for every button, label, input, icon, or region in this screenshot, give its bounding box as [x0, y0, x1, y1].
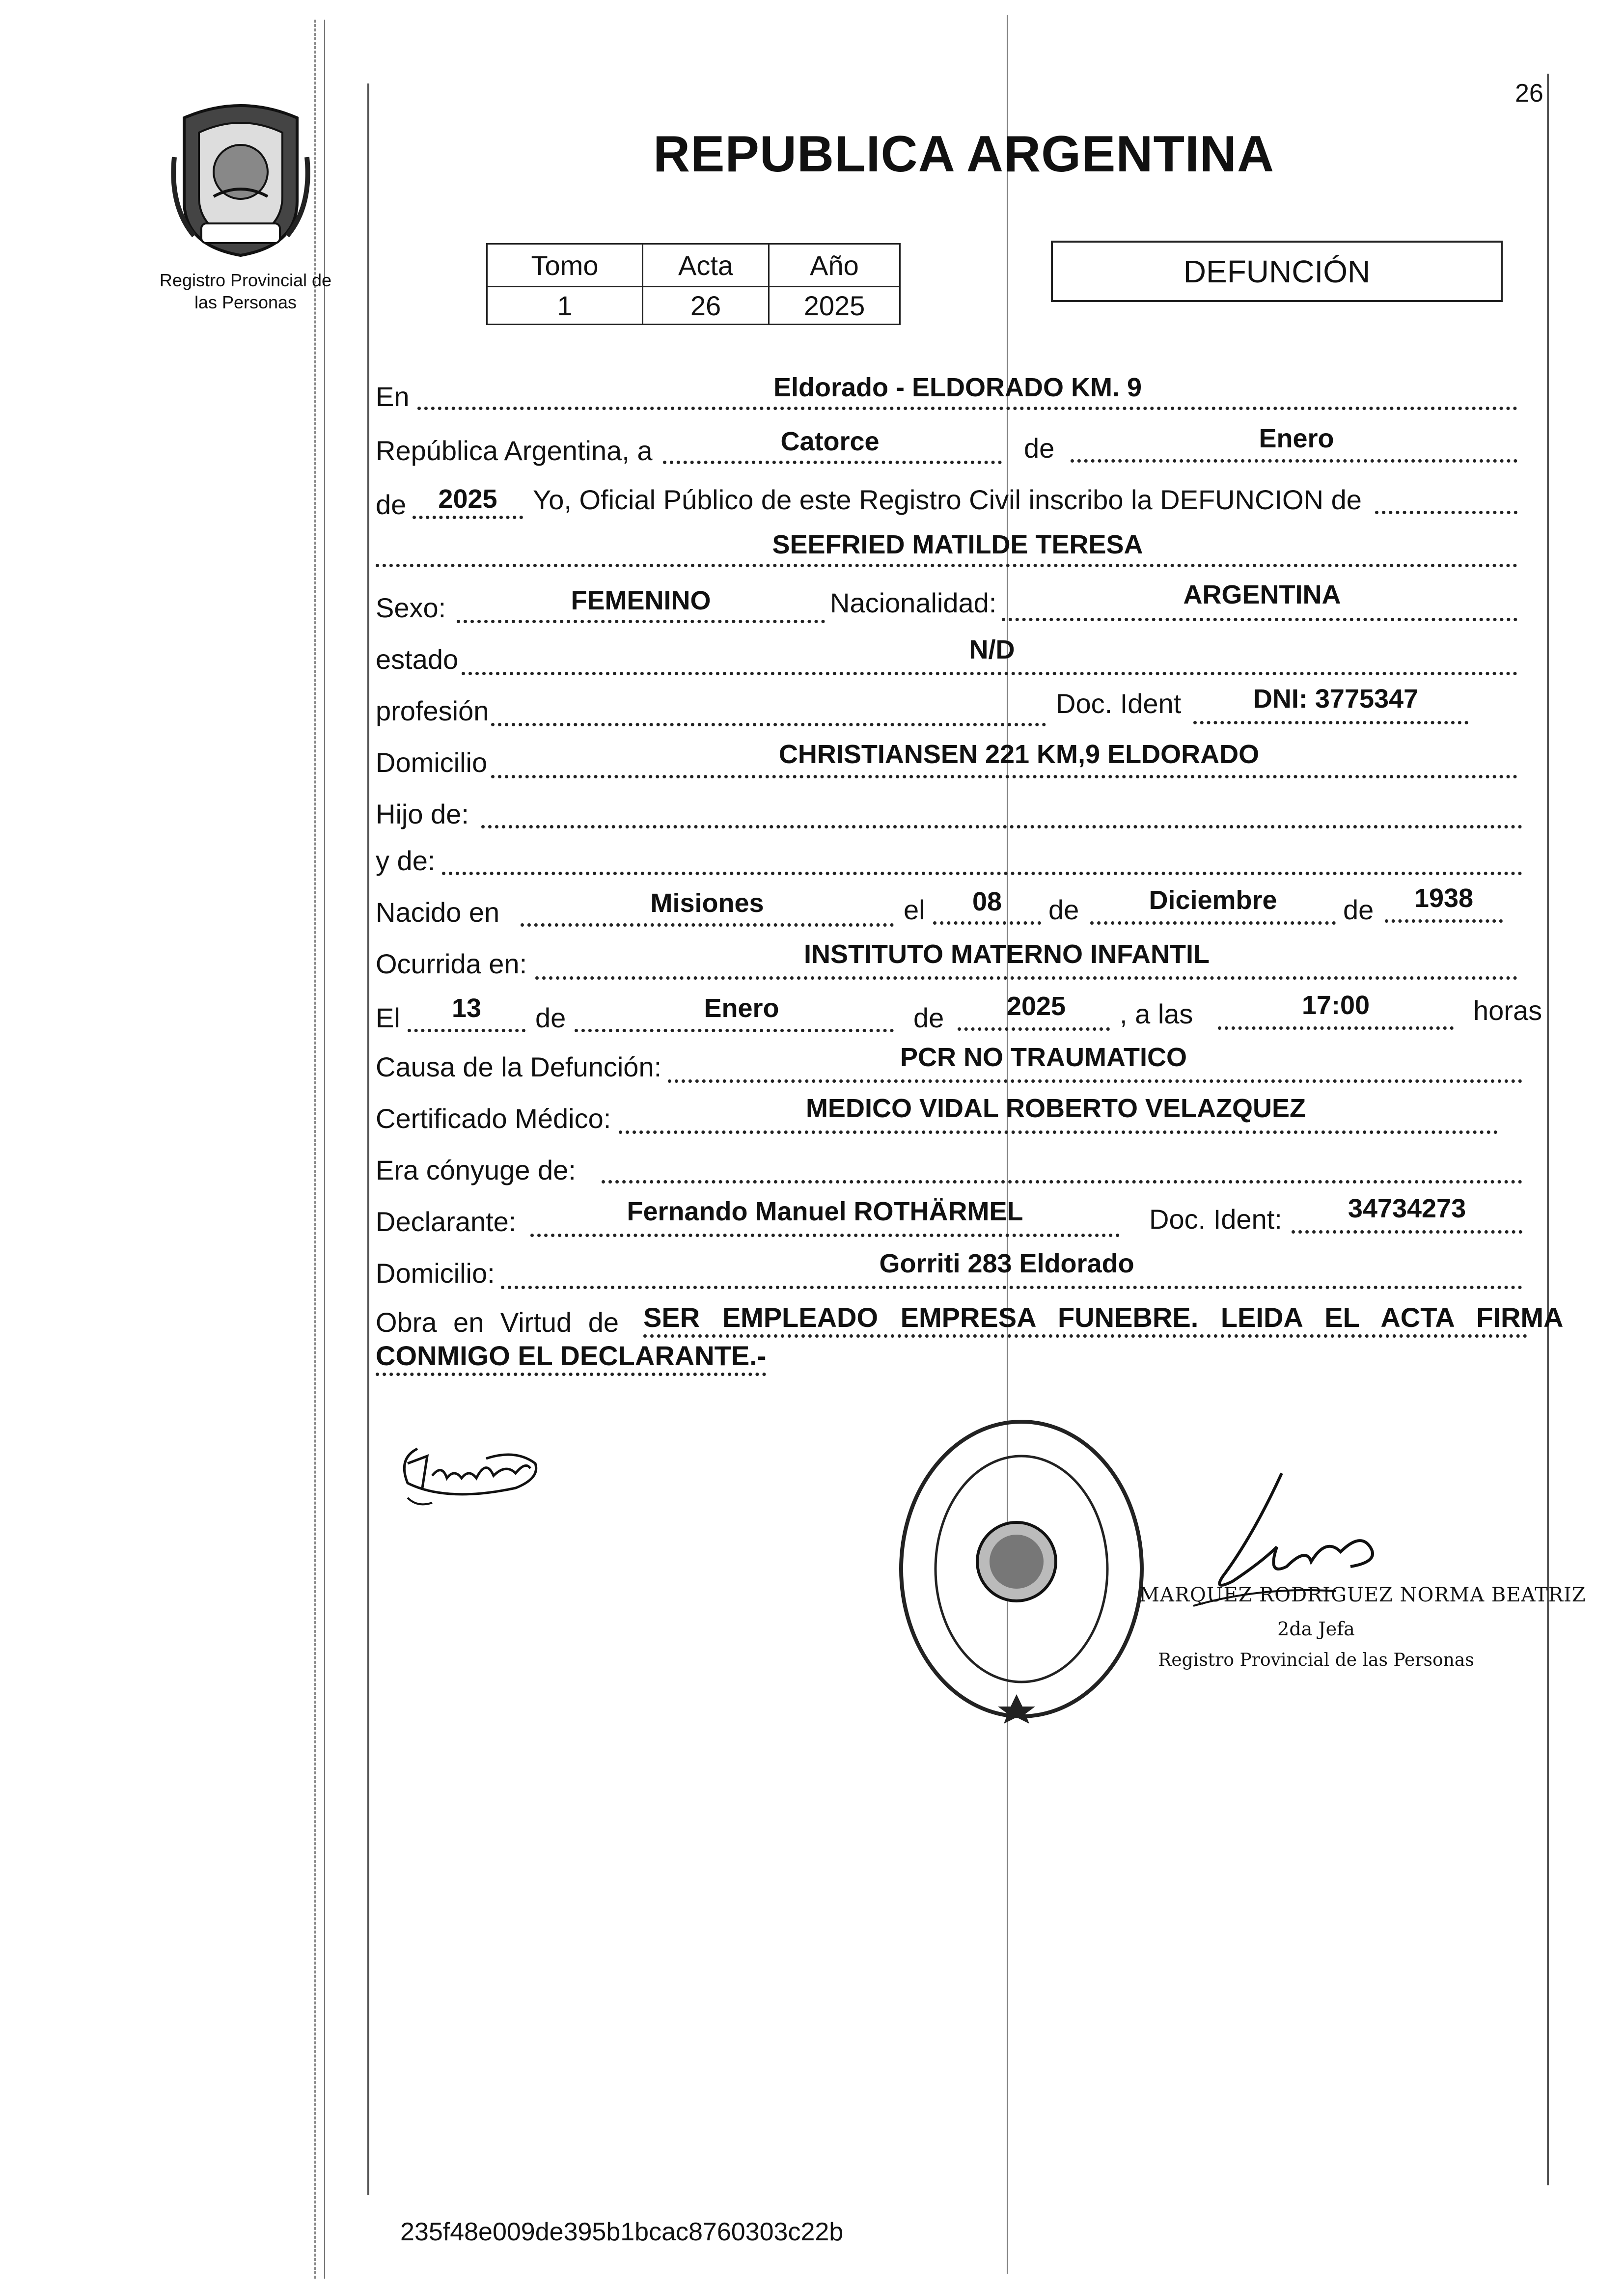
value-obra-line2: CONMIGO EL DECLARANTE.- [376, 1340, 766, 1376]
value-declarante: Fernando Manuel ROTHÄRMEL [627, 1197, 1023, 1226]
dotline-declarante-domicilio [501, 1286, 1522, 1289]
value-doc-ident: DNI: 3775347 [1253, 684, 1419, 714]
label-republica-a: República Argentina, a [376, 435, 653, 466]
dotline-doc-ident [1193, 721, 1468, 724]
label-yo-oficial: Yo, Oficial Público de este Registro Civil inscribo la DEFUNCION de [533, 484, 1362, 515]
dotline-domicilio [491, 775, 1517, 778]
label-de-nac-1: de [1048, 894, 1079, 925]
label-ocurrida-en: Ocurrida en: [376, 948, 527, 979]
label-a-las: , a las [1120, 998, 1193, 1029]
label-conyuge: Era cónyuge de: [376, 1155, 576, 1185]
value-ocurrida-en: INSTITUTO MATERNO INFANTIL [804, 939, 1210, 969]
label-domicilio: Domicilio [376, 747, 488, 778]
page-number: 26 [1515, 79, 1543, 108]
left-margin-line-inner [324, 20, 325, 2279]
dotline-causa [668, 1079, 1522, 1083]
page-title: REPUBLICA ARGENTINA [653, 126, 1275, 183]
value-sexo: FEMENINO [571, 586, 711, 615]
value-nac-mes: Diciembre [1149, 885, 1277, 915]
label-de-2: de [376, 489, 407, 520]
value-nacionalidad: ARGENTINA [1183, 580, 1341, 609]
value-nac-anio: 1938 [1414, 883, 1474, 913]
value-dia-texto: Catorce [780, 427, 880, 456]
value-def-mes: Enero [704, 993, 779, 1023]
label-en: En [376, 381, 410, 412]
label-de-def-1: de [535, 1002, 566, 1033]
label-declarante: Declarante: [376, 1206, 517, 1237]
label-hijo-de: Hijo de: [376, 799, 469, 829]
dotline-nac-mes [1090, 921, 1336, 925]
value-estado: N/D [969, 635, 1015, 664]
label-de-1: de [1024, 433, 1055, 464]
dotline-declarante-doc [1292, 1230, 1522, 1234]
scan-fold-line [1007, 15, 1008, 2274]
table-value-acta: 26 [642, 286, 770, 325]
record-type-box: DEFUNCIÓN [1051, 241, 1503, 302]
dotline-nacido-en [521, 923, 894, 927]
table-header-anio: Año [768, 243, 901, 287]
value-def-anio: 2025 [1006, 992, 1066, 1021]
dotline-dia-texto [663, 461, 1002, 464]
dotline-nacionalidad [1002, 618, 1517, 621]
table-value-tomo: 1 [486, 286, 643, 325]
dotline-estado [462, 672, 1517, 675]
value-declarante-doc: 34734273 [1348, 1194, 1466, 1223]
dotline-lugar [417, 407, 1517, 410]
value-causa: PCR NO TRAUMATICO [900, 1043, 1187, 1072]
frame-left-line [367, 83, 369, 2195]
registry-caption-line1: Registro Provincial de [159, 270, 332, 290]
label-estado: estado [376, 644, 459, 675]
dotline-def-anio [958, 1027, 1110, 1031]
label-nacionalidad: Nacionalidad: [830, 587, 997, 618]
dotline-mes [1071, 459, 1517, 463]
dotline-nac-anio [1385, 919, 1503, 923]
province-seal-icon [165, 98, 317, 260]
label-domicilio-declarante: Domicilio: [376, 1258, 495, 1289]
dotline-ocurrida-en [535, 976, 1517, 980]
table-header-acta: Acta [642, 243, 770, 287]
dotline-nombre [376, 564, 1517, 567]
label-horas: horas [1473, 995, 1542, 1026]
value-def-dia: 13 [451, 993, 482, 1023]
official-office: Registro Provincial de las Personas [1158, 1650, 1474, 1670]
official-role: 2da Jefa [1277, 1618, 1355, 1640]
value-declarante-domicilio: Gorriti 283 Eldorado [879, 1249, 1134, 1278]
stamp-text [908, 1729, 1134, 1749]
label-el-def: El [376, 1002, 400, 1033]
declarante-signature-text [432, 1454, 530, 1481]
label-el-nac: el [904, 894, 925, 925]
dotline-profesion [491, 723, 1046, 726]
label-certificado: Certificado Médico: [376, 1103, 611, 1134]
left-margin-line [314, 20, 316, 2279]
table-value-anio: 2025 [768, 286, 901, 325]
dotline-conyuge [602, 1180, 1522, 1184]
label-y-de: y de: [376, 845, 436, 876]
value-obra-line1: SER EMPLEADO EMPRESA FUNEBRE. LEIDA EL ACTA FIRMA [643, 1301, 1527, 1338]
label-nacido-en: Nacido en [376, 897, 500, 928]
value-hora: 17:00 [1301, 991, 1370, 1020]
value-anio: 2025 [438, 484, 497, 514]
value-domicilio: CHRISTIANSEN 221 KM,9 ELDORADO [778, 740, 1260, 769]
dotline-certificado [619, 1130, 1498, 1134]
dotline-declarante [530, 1234, 1120, 1237]
label-doc-ident-declarante: Doc. Ident: [1149, 1204, 1282, 1235]
value-lugar: Eldorado - ELDORADO KM. 9 [773, 373, 1142, 402]
dotline-y-de [442, 872, 1522, 875]
value-nacido-en: Misiones [650, 888, 764, 918]
dotline-yo-oficial [1375, 511, 1517, 514]
dotline-def-dia [408, 1029, 525, 1032]
dotline-def-mes [575, 1029, 894, 1032]
dotline-hora [1218, 1026, 1454, 1030]
value-nombre: SEEFRIED MATILDE TERESA [772, 530, 1143, 559]
registry-caption-line2: las Personas [194, 292, 297, 312]
table-header-tomo: Tomo [486, 243, 643, 287]
value-certificado: MEDICO VIDAL ROBERTO VELAZQUEZ [805, 1094, 1306, 1123]
label-de-def-2: de [913, 1002, 944, 1033]
official-name: MARQUEZ RODRIGUEZ NORMA BEATRIZ [1139, 1584, 1586, 1606]
dotline-sexo [457, 620, 825, 623]
value-mes: Enero [1259, 424, 1334, 453]
dotline-nac-dia [933, 921, 1041, 925]
label-de-nac-2: de [1343, 894, 1374, 925]
label-sexo: Sexo: [376, 592, 446, 623]
dotline-hijo-de [481, 825, 1522, 828]
value-nac-dia: 08 [972, 887, 1002, 916]
label-profesion: profesión [376, 695, 489, 726]
dotline-anio [413, 516, 523, 519]
official-stamp-icon [894, 1414, 1149, 1724]
label-doc-ident: Doc. Ident [1056, 688, 1182, 719]
label-obra: Obra en Virtud de [376, 1307, 619, 1338]
frame-right-line [1547, 74, 1549, 2185]
document-hash: 235f48e009de395b1bcac8760303c22b [400, 2218, 844, 2246]
label-causa: Causa de la Defunción: [376, 1051, 662, 1082]
